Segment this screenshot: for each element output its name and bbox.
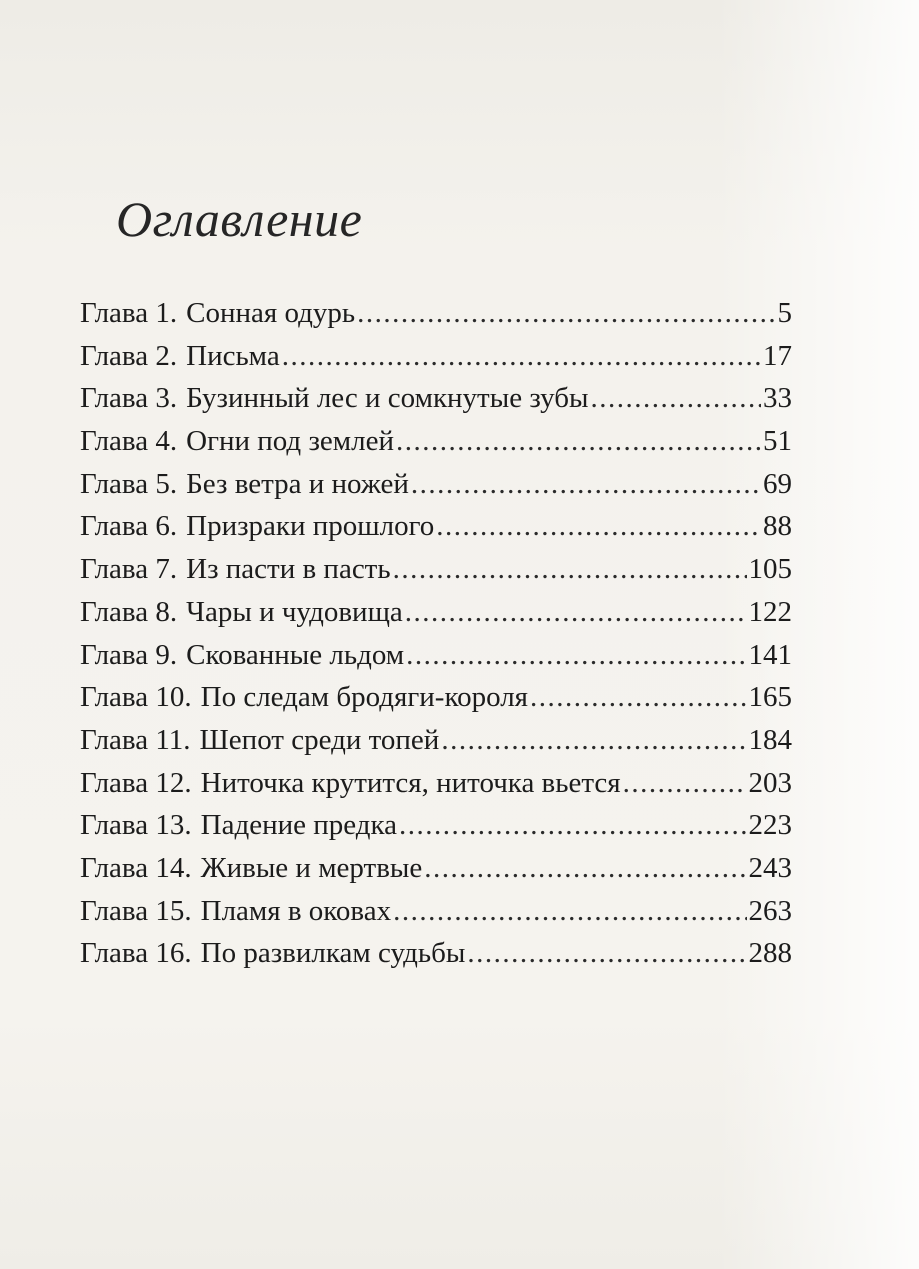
toc-chapter-title: Бузинный лес и сомкнутые зубы — [186, 382, 589, 415]
toc-page-number: 263 — [748, 894, 792, 927]
toc-dot-leader — [357, 292, 775, 335]
toc-dot-leader — [441, 719, 746, 762]
toc-chapter-title: Живые и мертвые — [200, 851, 423, 884]
toc-dot-leader — [424, 847, 746, 890]
toc-dot-leader — [591, 377, 761, 420]
toc-dot-leader — [393, 548, 747, 591]
toc-chapter-title: Падение предка — [200, 809, 398, 842]
toc-dot-leader — [399, 804, 746, 847]
toc-chapter-title: Без ветра и ножей — [186, 467, 409, 500]
toc-chapter-number: Глава 15. — [80, 894, 192, 927]
toc-chapter-title: По развилкам судьбы — [200, 937, 466, 970]
toc-dot-leader — [393, 890, 746, 933]
toc-entry — [80, 890, 792, 933]
toc-chapter-number: Глава 11. — [80, 723, 191, 756]
toc-entry — [80, 762, 792, 805]
toc-entry — [80, 634, 792, 677]
toc-page-number: 17 — [763, 339, 792, 372]
toc-chapter-number: Глава 7. — [80, 553, 178, 586]
toc-page-number: 141 — [748, 638, 792, 671]
toc-chapter-title: Сонная одурь — [186, 297, 356, 329]
toc-page-number: 69 — [763, 467, 792, 500]
toc-chapter-number: Глава 3. — [80, 382, 178, 415]
toc-page-number: 223 — [748, 809, 792, 842]
toc-entry — [80, 420, 792, 463]
toc-chapter-title: Из пасти в пасть — [186, 553, 391, 586]
toc-entry — [80, 676, 792, 719]
toc-entry — [80, 505, 792, 548]
toc-entry — [80, 463, 792, 506]
toc-dot-leader — [411, 463, 761, 506]
toc-entry — [80, 335, 792, 378]
toc-chapter-number: Глава 1. — [80, 297, 178, 329]
toc-chapter-number: Глава 4. — [80, 425, 178, 458]
toc-dot-leader — [436, 505, 761, 548]
toc-page-number: 122 — [748, 595, 792, 628]
toc-page-number: 5 — [777, 297, 792, 329]
toc-chapter-number: Глава 14. — [80, 851, 192, 884]
toc-dot-leader — [396, 420, 761, 463]
toc-page-number: 105 — [748, 553, 792, 586]
toc-chapter-title: Скованные льдом — [186, 638, 405, 671]
toc-entry — [80, 719, 792, 762]
toc-chapter-number: Глава 13. — [80, 809, 192, 842]
page-title: Оглавление — [116, 191, 363, 247]
toc-page-number: 243 — [748, 851, 792, 884]
toc-page-number: 33 — [763, 382, 792, 415]
toc-page-number: 51 — [763, 425, 792, 458]
toc-chapter-title: Ниточка крутится, ниточка вьется — [200, 766, 621, 799]
toc-entry — [80, 804, 792, 847]
toc-page-number: 88 — [763, 510, 792, 543]
toc-chapter-title: Письма — [186, 339, 280, 372]
toc-entry — [80, 292, 792, 335]
toc-page-number: 165 — [748, 681, 792, 714]
table-of-contents — [80, 292, 792, 975]
toc-page-number: 184 — [748, 723, 792, 756]
toc-dot-leader — [406, 634, 746, 677]
toc-entry — [80, 377, 792, 420]
toc-dot-leader — [530, 676, 746, 719]
toc-dot-leader — [467, 932, 746, 975]
toc-page-number: 203 — [748, 766, 792, 799]
toc-chapter-title: Чары и чудовища — [186, 595, 403, 628]
toc-dot-leader — [405, 591, 747, 634]
toc-chapter-title: Огни под землей — [186, 425, 394, 458]
toc-entry — [80, 591, 792, 634]
toc-dot-leader — [282, 335, 761, 378]
toc-chapter-title: Пламя в оковах — [200, 894, 392, 927]
toc-page-number: 288 — [748, 937, 792, 970]
toc-chapter-number: Глава 2. — [80, 339, 178, 372]
toc-chapter-title: По следам бродяги-короля — [200, 681, 529, 714]
toc-chapter-number: Глава 12. — [80, 766, 192, 799]
toc-chapter-number: Глава 16. — [80, 937, 192, 970]
toc-chapter-title: Призраки прошлого — [186, 510, 435, 543]
toc-chapter-number: Глава 6. — [80, 510, 178, 543]
toc-chapter-number: Глава 5. — [80, 467, 178, 500]
toc-dot-leader — [623, 762, 747, 805]
toc-chapter-number: Глава 9. — [80, 638, 178, 671]
toc-entry — [80, 932, 792, 975]
toc-entry — [80, 847, 792, 890]
toc-chapter-number: Глава 10. — [80, 681, 192, 714]
toc-entry — [80, 548, 792, 591]
toc-chapter-title: Шепот среди топей — [199, 723, 440, 756]
toc-chapter-number: Глава 8. — [80, 595, 178, 628]
